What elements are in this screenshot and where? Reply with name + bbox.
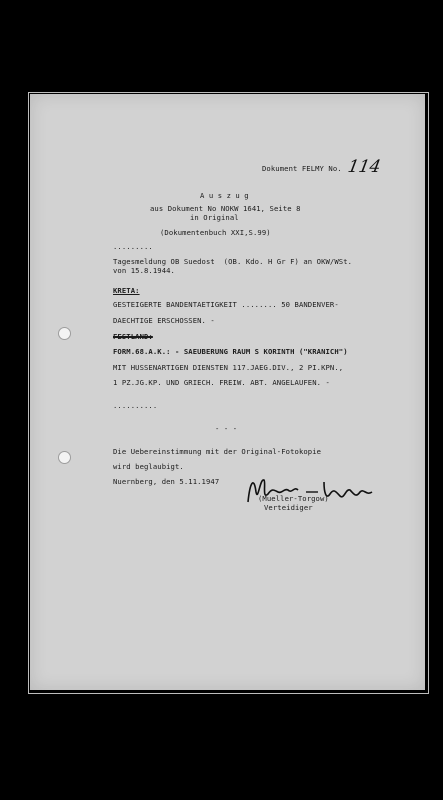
place-date: Nuernberg, den 5.11.1947	[113, 477, 220, 486]
festland-line2: MIT HUSSENARTIGEN DIENSTEN 117.JAEG.DIV., 2 PI.KPN.,	[113, 363, 344, 372]
separator: - - -	[215, 424, 238, 433]
dokumentenbuch-ref: (Dokumentenbuch XXI,S.99)	[160, 228, 271, 237]
header-title: A u s z u g	[200, 191, 249, 200]
signer-name: (Mueller-Torgow)	[258, 494, 329, 503]
signer-role: Verteidiger	[264, 503, 313, 512]
ellipsis-top: .........	[113, 242, 153, 251]
festland-line1: FORM.68.A.K.: - SAEUBERUNG RAUM S KORINTH ("KRANICH")	[113, 347, 348, 356]
certification-line2: wird beglaubigt.	[113, 462, 184, 471]
punch-hole-bottom	[58, 451, 71, 464]
tagesmeldung-line1: Tagesmeldung OB Suedost (OB. Kdo. H Gr F) an OKW/WSt.	[113, 257, 353, 266]
tagesmeldung-line2: von 15.8.1944.	[113, 266, 175, 275]
festland-line3: 1 PZ.JG.KP. UND GRIECH. FREIW. ABT. ANGELAUFEN. -	[113, 378, 330, 387]
kreta-label: KRETA:	[113, 286, 140, 295]
certification-line1: Die Uebereinstimmung mit der Original-Fotokopie	[113, 447, 322, 456]
document-label: Dokument FELMY No.	[262, 164, 342, 173]
document-page	[30, 94, 425, 690]
kreta-line2: DAECHTIGE ERSCHOSSEN. -	[113, 316, 215, 325]
struck-label: FESTLAND:	[113, 332, 153, 341]
document-number: 114	[346, 157, 383, 177]
ellipsis-bottom: ..........	[113, 401, 158, 410]
header-source-line2: in Original	[190, 213, 239, 222]
punch-hole-top	[58, 327, 71, 340]
header-source-line1: aus Dokument No NOKW 1641, Seite 8	[150, 204, 301, 213]
kreta-line1: GESTEIGERTE BANDENTAETIGKEIT ........ 50 BANDENVER-	[113, 300, 339, 309]
